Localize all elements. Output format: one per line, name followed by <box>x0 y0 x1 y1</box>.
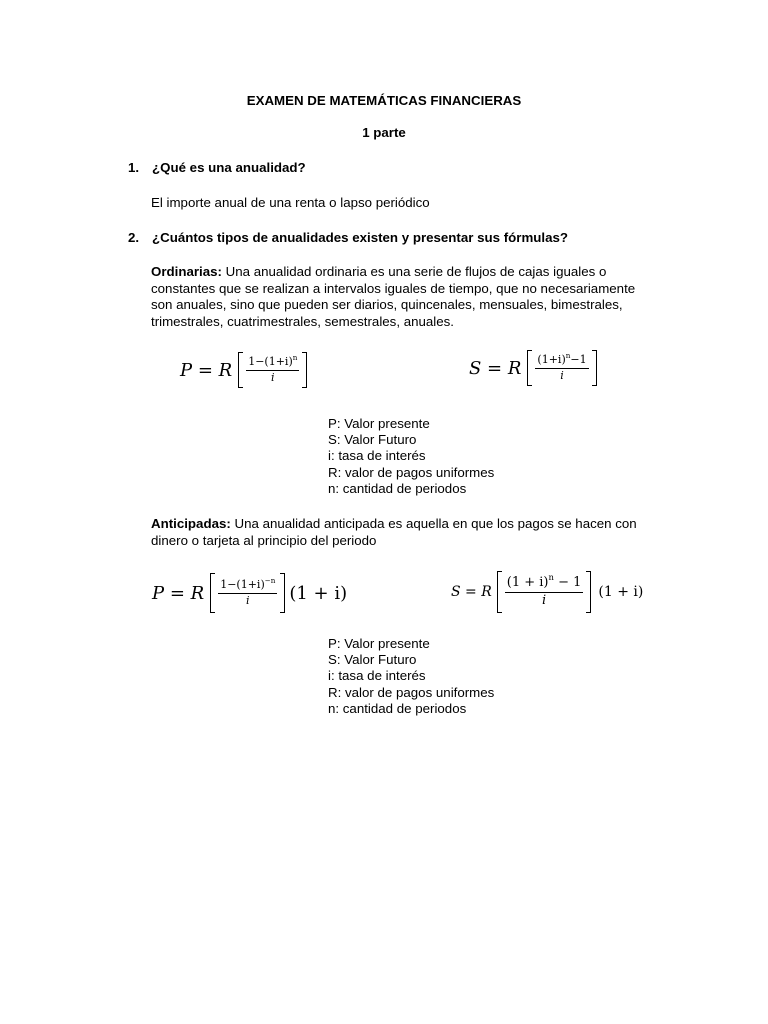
right-bracket <box>280 573 285 613</box>
fraction-denominator: i <box>541 592 547 608</box>
right-bracket <box>592 350 597 386</box>
fraction-denominator: i <box>560 368 564 382</box>
fraction-numerator <box>535 351 588 368</box>
left-bracket <box>527 350 532 386</box>
formula-fraction <box>535 351 588 382</box>
numerator-exponent: n <box>548 572 554 583</box>
formula-lhs: P = R <box>152 582 205 604</box>
fraction-numerator <box>218 576 277 593</box>
anticipadas-label: Anticipadas: <box>151 516 231 531</box>
question-text: ¿Qué es una anualidad? <box>152 160 306 175</box>
question-number: 1. <box>128 160 140 175</box>
legend-item: n: cantidad de periodos <box>328 700 467 716</box>
anticipadas-paragraph <box>151 516 651 549</box>
document-title: EXAMEN DE MATEMÁTICAS FINANCIERAS <box>246 93 522 108</box>
numerator-exponent: n <box>565 351 571 361</box>
left-bracket <box>497 571 502 613</box>
fraction-numerator <box>505 572 584 592</box>
legend-anticipadas <box>328 636 494 717</box>
fraction-denominator: i <box>271 370 275 384</box>
question-2 <box>128 230 568 245</box>
legend-item: S: Valor Futuro <box>328 652 417 668</box>
fraction-denominator: i <box>246 593 250 607</box>
legend-ordinarias <box>328 416 494 497</box>
question-1 <box>128 160 306 175</box>
numerator-base: 1−(1+i) <box>248 355 293 369</box>
numerator-exponent: −n <box>264 576 276 586</box>
formula-anticipada-future <box>451 571 643 613</box>
legend-item: S: Valor Futuro <box>328 432 417 448</box>
document-subtitle: 1 parte <box>362 125 406 140</box>
legend-item: i: tasa de interés <box>328 668 426 684</box>
formula-lhs: S = R <box>451 584 492 600</box>
formula-fraction <box>218 576 277 607</box>
legend-item: n: cantidad de periodos <box>328 480 467 496</box>
left-bracket <box>210 573 215 613</box>
formula-lhs: P = R <box>180 359 233 381</box>
formula-lhs: S = R <box>469 357 522 379</box>
numerator-tail: − 1 <box>553 575 582 591</box>
numerator-base: 1−(1+i) <box>220 578 265 592</box>
legend-item: P: Valor presente <box>328 416 430 431</box>
formula-tail: (1 + i) <box>598 584 644 600</box>
numerator-base: (1+i) <box>537 353 566 367</box>
anticipadas-text: Una anualidad anticipada es aquella en que los pagos se hacen con dinero o tarjeta al principio del periodo <box>151 516 637 548</box>
answer-1: El importe anual de una renta o lapso periódico <box>151 195 430 210</box>
fraction-numerator <box>246 353 299 370</box>
formula-anticipada-present <box>152 573 347 613</box>
legend-item: P: Valor presente <box>328 636 430 651</box>
right-bracket <box>586 571 591 613</box>
legend-item: R: valor de pagos uniformes <box>328 464 495 480</box>
ordinarias-text: Una anualidad ordinaria es una serie de flujos de cajas iguales o constantes que se realizan a intervalos iguales de tiempo, que no necesariamente son anuales, sino que pueden ser diarios, quincenales, mensuales, bimestrales, trimestrales, cuatrimestrales, semestrales, anuales. <box>151 264 636 329</box>
formula-fraction <box>246 353 299 384</box>
ordinarias-label: Ordinarias: <box>151 264 222 279</box>
right-bracket <box>302 352 307 388</box>
formula-tail: (1 + i) <box>289 582 348 604</box>
formula-ordinaria-present <box>180 352 308 388</box>
ordinarias-paragraph <box>151 264 651 330</box>
numerator-tail: −1 <box>570 353 587 367</box>
legend-item: R: valor de pagos uniformes <box>328 684 495 700</box>
question-text: ¿Cuántos tipos de anualidades existen y presentar sus fórmulas? <box>152 230 569 245</box>
left-bracket <box>238 352 243 388</box>
formula-fraction <box>505 572 584 608</box>
numerator-exponent: n <box>292 353 298 363</box>
legend-item: i: tasa de interés <box>328 448 426 464</box>
numerator-base: (1 + i) <box>506 575 549 591</box>
question-number: 2. <box>128 230 140 245</box>
formula-ordinaria-future <box>469 350 598 386</box>
